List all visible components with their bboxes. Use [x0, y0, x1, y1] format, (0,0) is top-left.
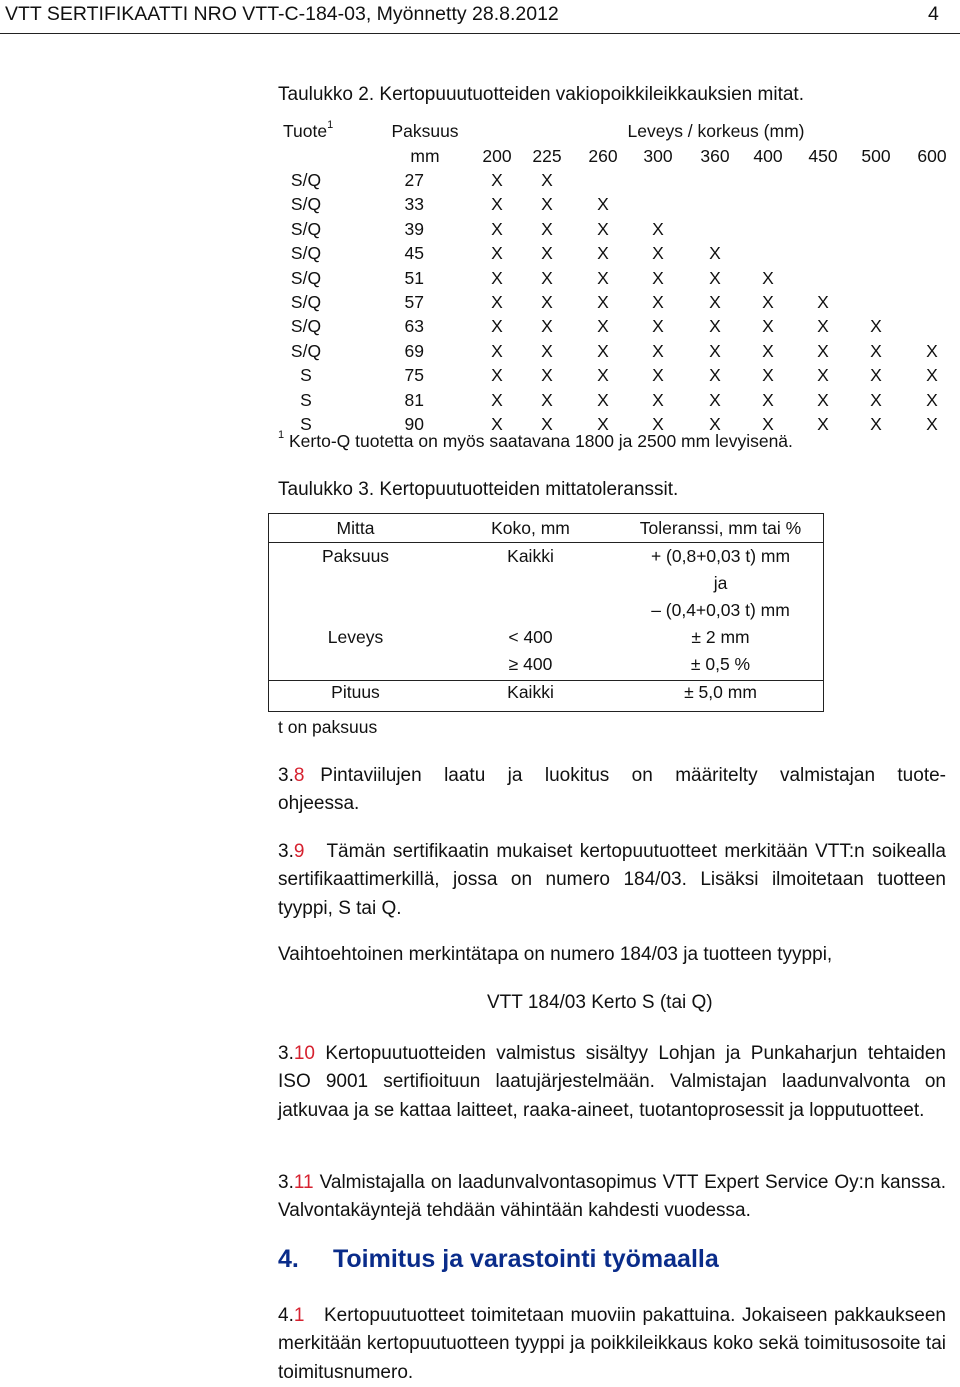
table2-head-thickness: Paksuus — [391, 121, 459, 141]
table3-note: t on paksuus — [278, 717, 378, 737]
table2-mark-cell: X — [652, 340, 664, 361]
table2-mark-cell: X — [762, 316, 774, 337]
table2-thickness-cell: 27 — [404, 170, 424, 190]
table2-product-cell: S/Q — [290, 218, 322, 239]
table2-thickness-cell: 63 — [404, 316, 424, 337]
table2-mark-cell: X — [491, 170, 503, 190]
table3-width-size-1: < 400 — [508, 627, 553, 647]
table2-mark-cell: X — [709, 340, 721, 361]
table2-thickness-cell: 57 — [404, 292, 424, 312]
table3-caption: Taulukko 3. Kertopuutuotteiden mittatoleranssit. — [278, 479, 679, 500]
table3-thickness-tol-minus: – (0,4+0,03 t) mm — [651, 600, 790, 620]
table2-mark-cell: X — [541, 365, 553, 386]
table2-mark-cell: X — [597, 414, 609, 434]
table2-mark-cell: X — [870, 414, 882, 434]
section-4-title: Toimitus ja varastointi työmaalla — [333, 1245, 719, 1273]
table2-thickness-cell: 81 — [404, 389, 424, 410]
table2-mark-cell: X — [541, 194, 553, 215]
table2-product-cell: S/Q — [290, 267, 322, 288]
table3-header-rule — [268, 542, 823, 543]
table2-mark-cell: X — [597, 243, 609, 264]
paragraph-3-10 — [278, 1040, 946, 1125]
table2-head-thickness-unit: mm — [410, 146, 440, 166]
table2-mark-cell: X — [597, 194, 609, 215]
table2-mark-cell: X — [597, 292, 609, 312]
table2-thickness-cell: 51 — [404, 267, 424, 288]
table3-thickness-size: Kaikki — [507, 546, 554, 566]
table3-head-tolerance: Toleranssi, mm tai % — [639, 518, 802, 538]
table2-mark-cell: X — [652, 365, 664, 386]
table3-thickness-label: Paksuus — [321, 546, 390, 566]
table2-thickness-cell: 33 — [404, 194, 424, 215]
section-number-3-10: 3.10 — [278, 1043, 315, 1064]
table2-mark-cell: X — [762, 365, 774, 386]
table2-width-header: 450 — [808, 146, 838, 166]
table2-thickness-cell: 39 — [404, 218, 424, 239]
table2-mark-cell: X — [762, 292, 774, 312]
table2-mark-cell: X — [817, 316, 829, 337]
table2-mark-cell: X — [541, 316, 553, 337]
table2-mark-cell: X — [762, 267, 774, 288]
table3-width-label: Leveys — [327, 627, 384, 647]
table2-mark-cell: X — [541, 340, 553, 361]
table2-mark-cell: X — [817, 414, 829, 434]
table2-mark-cell: X — [541, 218, 553, 239]
table2-mark-cell: X — [652, 267, 664, 288]
table2-mark-cell: X — [762, 389, 774, 410]
table2-thickness-cell: 90 — [404, 414, 424, 434]
table2-mark-cell: X — [870, 340, 882, 361]
table2-mark-cell: X — [491, 316, 503, 337]
table2-mark-cell: X — [709, 389, 721, 410]
table2-mark-cell: X — [709, 243, 721, 264]
table2-mark-cell: X — [491, 218, 503, 239]
table2-caption: Taulukko 2. Kertopuuutuotteiden vakiopoikkileikkauksien mitat. — [278, 84, 804, 105]
table2-product-cell: S/Q — [290, 316, 322, 337]
table2-width-header: 225 — [532, 146, 562, 166]
table2-mark-cell: X — [597, 316, 609, 337]
table3-head-measure: Mitta — [336, 518, 375, 538]
table2-width-header: 400 — [753, 146, 783, 166]
table2-mark-cell: X — [491, 389, 503, 410]
table2-mark-cell: X — [709, 292, 721, 312]
table3-thickness-tol-plus: + (0,8+0,03 t) mm — [650, 546, 791, 566]
table2-product-cell: S/Q — [290, 170, 322, 190]
paragraph-3-9-text: Tämän sertifikaatin mukaiset kertopuutuotteet merkitään VTT:n soikealla sertifikaattimerkillä, jossa on numero 184/03. Lisäksi ilmoitetaan tuotteen tyyppi, S tai Q. — [278, 841, 946, 919]
paragraph-4-1 — [278, 1302, 946, 1387]
paragraph-3-8-line2: ohjeessa. — [278, 793, 360, 815]
section-4-heading — [278, 1245, 719, 1274]
table2-mark-cell: X — [652, 292, 664, 312]
table2-mark-cell: X — [817, 365, 829, 386]
table2-mark-cell: X — [652, 389, 664, 410]
table2-mark-cell: X — [762, 340, 774, 361]
table2-mark-cell: X — [817, 340, 829, 361]
table2-head-width: Leveys / korkeus (mm) — [627, 121, 805, 141]
table3-length-size: Kaikki — [507, 682, 554, 702]
table2-mark-cell: X — [709, 316, 721, 337]
table2-mark-cell: X — [541, 292, 553, 312]
alternative-marking-text: Vaihtoehtoinen merkintätapa on numero 184/03 ja tuotteen tyyppi, — [278, 944, 833, 965]
table3-width-tol-1: ± 2 mm — [691, 627, 750, 647]
table2-width-header: 260 — [588, 146, 618, 166]
paragraph-3-9 — [278, 838, 946, 923]
paragraph-3-11 — [278, 1169, 946, 1226]
table3-length-rule — [268, 680, 823, 681]
table2-width-header: 200 — [482, 146, 512, 166]
table2-mark-cell: X — [709, 267, 721, 288]
table2-mark-cell: X — [870, 316, 882, 337]
table2-mark-cell: X — [541, 267, 553, 288]
section-number-3-11: 3.11 — [278, 1172, 314, 1193]
header-rule — [0, 33, 960, 34]
table2-mark-cell: X — [491, 414, 503, 434]
table2-mark-cell: X — [491, 194, 503, 215]
table3-length-label: Pituus — [331, 682, 380, 702]
table2-mark-cell: X — [597, 389, 609, 410]
paragraph-3-10-text: Kertopuutuotteiden valmistus sisältyy Lohjan ja Punkaharjun tehtaiden ISO 9001 sertifioituun laatujärjestelmään. Valmistajan laadunvalvonta on jatkuvaa ja se kattaa laitteet, raaka-aineet, tuotantoprosessit ja lopputuotteet. — [278, 1043, 946, 1121]
table2-mark-cell: X — [597, 365, 609, 386]
table2-head-product: Tuote$^1$ — [283, 119, 334, 141]
table2-mark-cell: X — [709, 414, 721, 434]
section-number-4-1: 4.1 — [278, 1305, 305, 1326]
table2-width-header: 300 — [643, 146, 673, 166]
section-4-number: 4. — [278, 1245, 299, 1273]
table2-mark-cell: X — [926, 389, 938, 410]
table2-product-cell: S/Q — [290, 243, 322, 264]
table2-product-cell: S — [300, 389, 312, 410]
table3-thickness-tol-and: ja — [713, 573, 728, 593]
table2-mark-cell: X — [926, 340, 938, 361]
table2-mark-cell: X — [926, 365, 938, 386]
table2-mark-cell: X — [926, 414, 938, 434]
table2-mark-cell: X — [541, 170, 553, 190]
table2-mark-cell: X — [491, 243, 503, 264]
table2-mark-cell: X — [491, 340, 503, 361]
table3-width-size-2: ≥ 400 — [508, 654, 553, 674]
alternative-marking-example: VTT 184/03 Kerto S (tai Q) — [487, 992, 713, 1013]
page-number: 4 — [928, 3, 939, 25]
table2-mark-cell: X — [817, 389, 829, 410]
table2-mark-cell: X — [709, 365, 721, 386]
paragraph-3-11-text: Valmistajalla on laadunvalvontasopimus VTT Expert Service Oy:n kanssa. Valvontakäyntejä tehdään vähintään kahdesti vuodessa. — [278, 1172, 946, 1222]
table2-mark-cell: X — [817, 292, 829, 312]
table2-mark-cell: X — [870, 365, 882, 386]
table3-head-size: Koko, mm — [491, 518, 570, 538]
table2-footnote: $^1$ Kerto-Q tuotetta on myös saatavana 1800 ja 2500 mm levyisenä. — [278, 429, 793, 451]
table3-width-tol-2: ± 0,5 % — [690, 654, 751, 674]
paragraph-3-8-line1: Pintaviilujen laatu ja luokitus on määritelty valmistajan tuote- — [320, 765, 946, 786]
table2-mark-cell: X — [541, 243, 553, 264]
section-number-3-8: 3.8 — [278, 765, 305, 786]
table2-mark-cell: X — [491, 292, 503, 312]
table2-product-cell: S/Q — [290, 194, 322, 215]
section-number-3-9: 3.9 — [278, 841, 305, 862]
table2-mark-cell: X — [541, 389, 553, 410]
table2-mark-cell: X — [762, 414, 774, 434]
table2-mark-cell: X — [597, 340, 609, 361]
table2-mark-cell: X — [491, 365, 503, 386]
paragraph-4-1-text: Kertopuutuotteet toimitetaan muoviin pakattuina. Jokaiseen pakkaukseen merkitään kertopuutuotteen tyyppi ja poikkileikkaus koko sekä toimitusosoite tai toimitusnumero. — [278, 1305, 946, 1383]
table2-product-cell: S/Q — [290, 340, 322, 361]
table2-mark-cell: X — [652, 316, 664, 337]
table2-product-cell: S — [300, 365, 312, 386]
table2-mark-cell: X — [597, 267, 609, 288]
table2-mark-cell: X — [652, 218, 664, 239]
table2-thickness-cell: 45 — [404, 243, 424, 264]
table2-product-cell: S — [300, 414, 312, 434]
paragraph-3-8 — [278, 762, 946, 819]
table2-mark-cell: X — [491, 267, 503, 288]
table2-mark-cell: X — [597, 218, 609, 239]
table2-mark-cell: X — [870, 389, 882, 410]
table3-length-tol: ± 5,0 mm — [684, 682, 757, 702]
table2-mark-cell: X — [652, 243, 664, 264]
table2-thickness-cell: 75 — [404, 365, 424, 386]
table2-width-header: 600 — [917, 146, 947, 166]
table2-width-header: 360 — [700, 146, 730, 166]
table2-thickness-cell: 69 — [404, 340, 424, 361]
table2-mark-cell: X — [541, 414, 553, 434]
document-header-title: VTT SERTIFIKAATTI NRO VTT-C-184-03, Myönnetty 28.8.2012 — [5, 3, 559, 25]
table2-mark-cell: X — [652, 414, 664, 434]
table2-width-header: 500 — [861, 146, 891, 166]
table2-product-cell: S/Q — [290, 292, 322, 312]
